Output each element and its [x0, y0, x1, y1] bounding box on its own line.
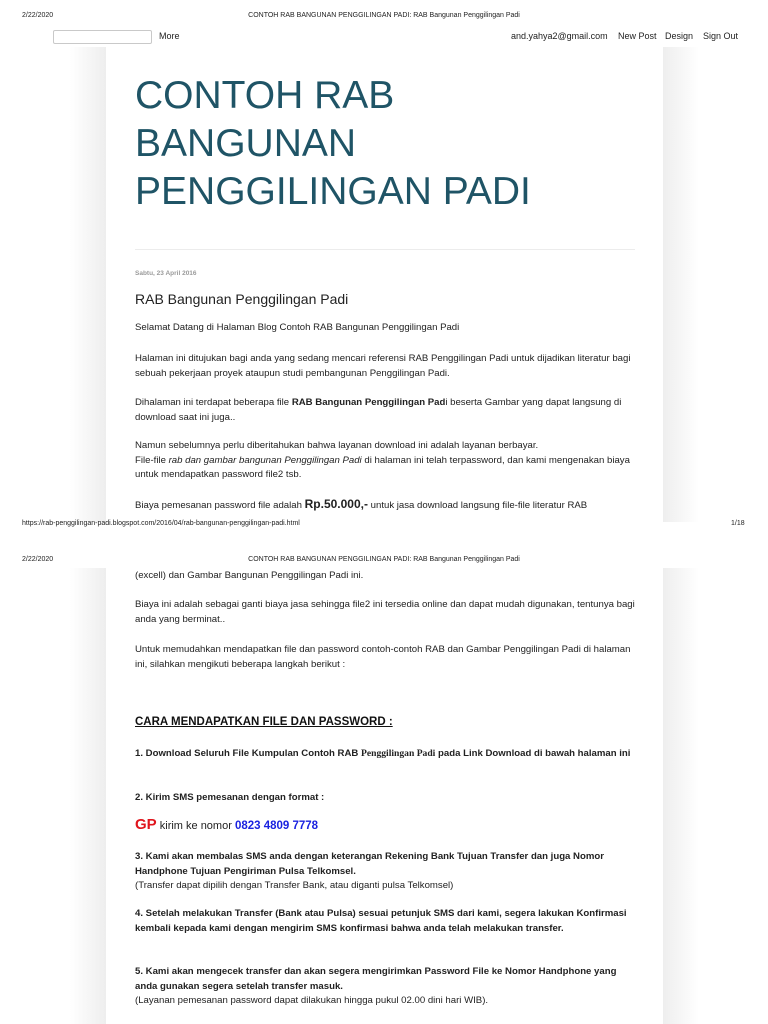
intro-paragraph: Halaman ini ditujukan bagi anda yang sedang mencari referensi RAB Penggilingan Padi untuk dijadikan literatur bagi sebuah pekerjaan proyek ataupun studi pembangunan Penggilingan Padi. [135, 353, 631, 379]
step-5: 5. Kami akan mengecek transfer dan akan segera mengirimkan Password File ke Nomor Handphone yang anda gunakan segera setelah transfer masuk. [135, 966, 617, 992]
steps-intro: Untuk memudahkan mendapatkan file dan password contoh-contoh RAB dan Gambar Penggilingan Padi di halaman ini, silahkan mengikuti beberapa langkah berikut : [135, 644, 631, 670]
price-continuation: (excell) dan Gambar Bangunan Penggilingan Padi ini. [135, 570, 364, 581]
notice-paragraph: Namun sebelumnya perlu diberitahukan bahwa layanan download ini adalah layanan berbayar. File-file rab dan gambar bangunan Penggilingan Padi di halaman ini telah terpassword, dan kami mengenakan biaya untuk mendapatkan password file2 tsb. [135, 440, 630, 480]
step-2: 2. Kirim SMS pemesanan dengan format : [135, 792, 325, 803]
welcome-text: Selamat Datang di Halaman Blog Contoh RAB Bangunan Penggilingan Padi [135, 322, 460, 333]
print-date: 2/22/2020 [22, 12, 54, 19]
files-paragraph: Dihalaman ini terdapat beberapa file RAB Bangunan Penggilingan Padi beserta Gambar yang dapat langsung di download saat ini juga.. [135, 397, 622, 423]
navbar-search-input[interactable] [53, 30, 152, 44]
card-shadow-right [663, 568, 699, 1024]
sign-out-link[interactable]: Sign Out [703, 31, 739, 41]
sms-format: GP kirim ke nomor 0823 4809 7778 [135, 816, 319, 833]
blog-title-line: PENGGILINGAN PADI [135, 170, 531, 213]
header-divider [135, 249, 635, 250]
post-title[interactable]: RAB Bangunan Penggilingan Padi [135, 291, 349, 307]
print-url: https://rab-penggilingan-padi.blogspot.com/2016/04/rab-bangunan-penggilingan-padi.html [22, 520, 300, 527]
card-shadow-left [70, 568, 106, 1024]
price-paragraph: Biaya pemesanan password file adalah Rp.50.000,- untuk jasa download langsung file-file literatur RAB [135, 497, 588, 511]
more-link[interactable]: More [159, 31, 180, 41]
print-doc-title: CONTOH RAB BANGUNAN PENGGILINGAN PADI: RAB Bangunan Penggilingan Padi [248, 556, 520, 563]
step-1: 1. Download Seluruh File Kumpulan Contoh RAB Penggilingan Padi pada Link Download di bawah halaman ini [135, 748, 631, 759]
post-date: Sabtu, 23 April 2016 [135, 270, 197, 277]
print-page-number: 1/18 [731, 520, 745, 527]
step-3: 3. Kami akan membalas SMS anda dengan keterangan Rekening Bank Tujuan Transfer dan juga Nomor Handphone Tujuan Pengiriman Pulsa Telkomsel. [135, 851, 604, 877]
step-5-note: (Layanan pemesanan password dapat dilakukan hingga pukul 02.00 dini hari WIB). [135, 995, 489, 1006]
blog-title-line: CONTOH RAB [135, 74, 395, 117]
step-4: 4. Setelah melakukan Transfer (Bank atau Pulsa) sesuai petunjuk SMS dari kami, segera lakukan Konfirmasi kembali kepada kami dengan mengirim SMS konfirmasi bahwa anda telah melakukan transfer. [135, 908, 627, 934]
blog-title[interactable] [135, 72, 635, 216]
blog-title-line: BANGUNAN [135, 122, 357, 165]
cost-note: Biaya ini adalah sebagai ganti biaya jasa sehingga file2 ini tersedia online dan dapat mudah digunakan, tentunya bagi anda yang berminat.. [135, 599, 635, 625]
step-3-note: (Transfer dapat dipilih dengan Transfer Bank, atau diganti pulsa Telkomsel) [135, 880, 454, 891]
design-link[interactable]: Design [665, 31, 694, 41]
print-doc-title: CONTOH RAB BANGUNAN PENGGILINGAN PADI: RAB Bangunan Penggilingan Padi [248, 12, 520, 19]
blogger-navbar [0, 25, 768, 47]
print-date: 2/22/2020 [22, 556, 54, 563]
how-to-heading: CARA MENDAPATKAN FILE DAN PASSWORD : [135, 716, 393, 728]
new-post-link[interactable]: New Post [618, 31, 657, 41]
account-email[interactable]: and.yahya2@gmail.com [511, 31, 608, 41]
card-shadow-left [70, 47, 106, 522]
card-shadow-right [663, 47, 699, 522]
